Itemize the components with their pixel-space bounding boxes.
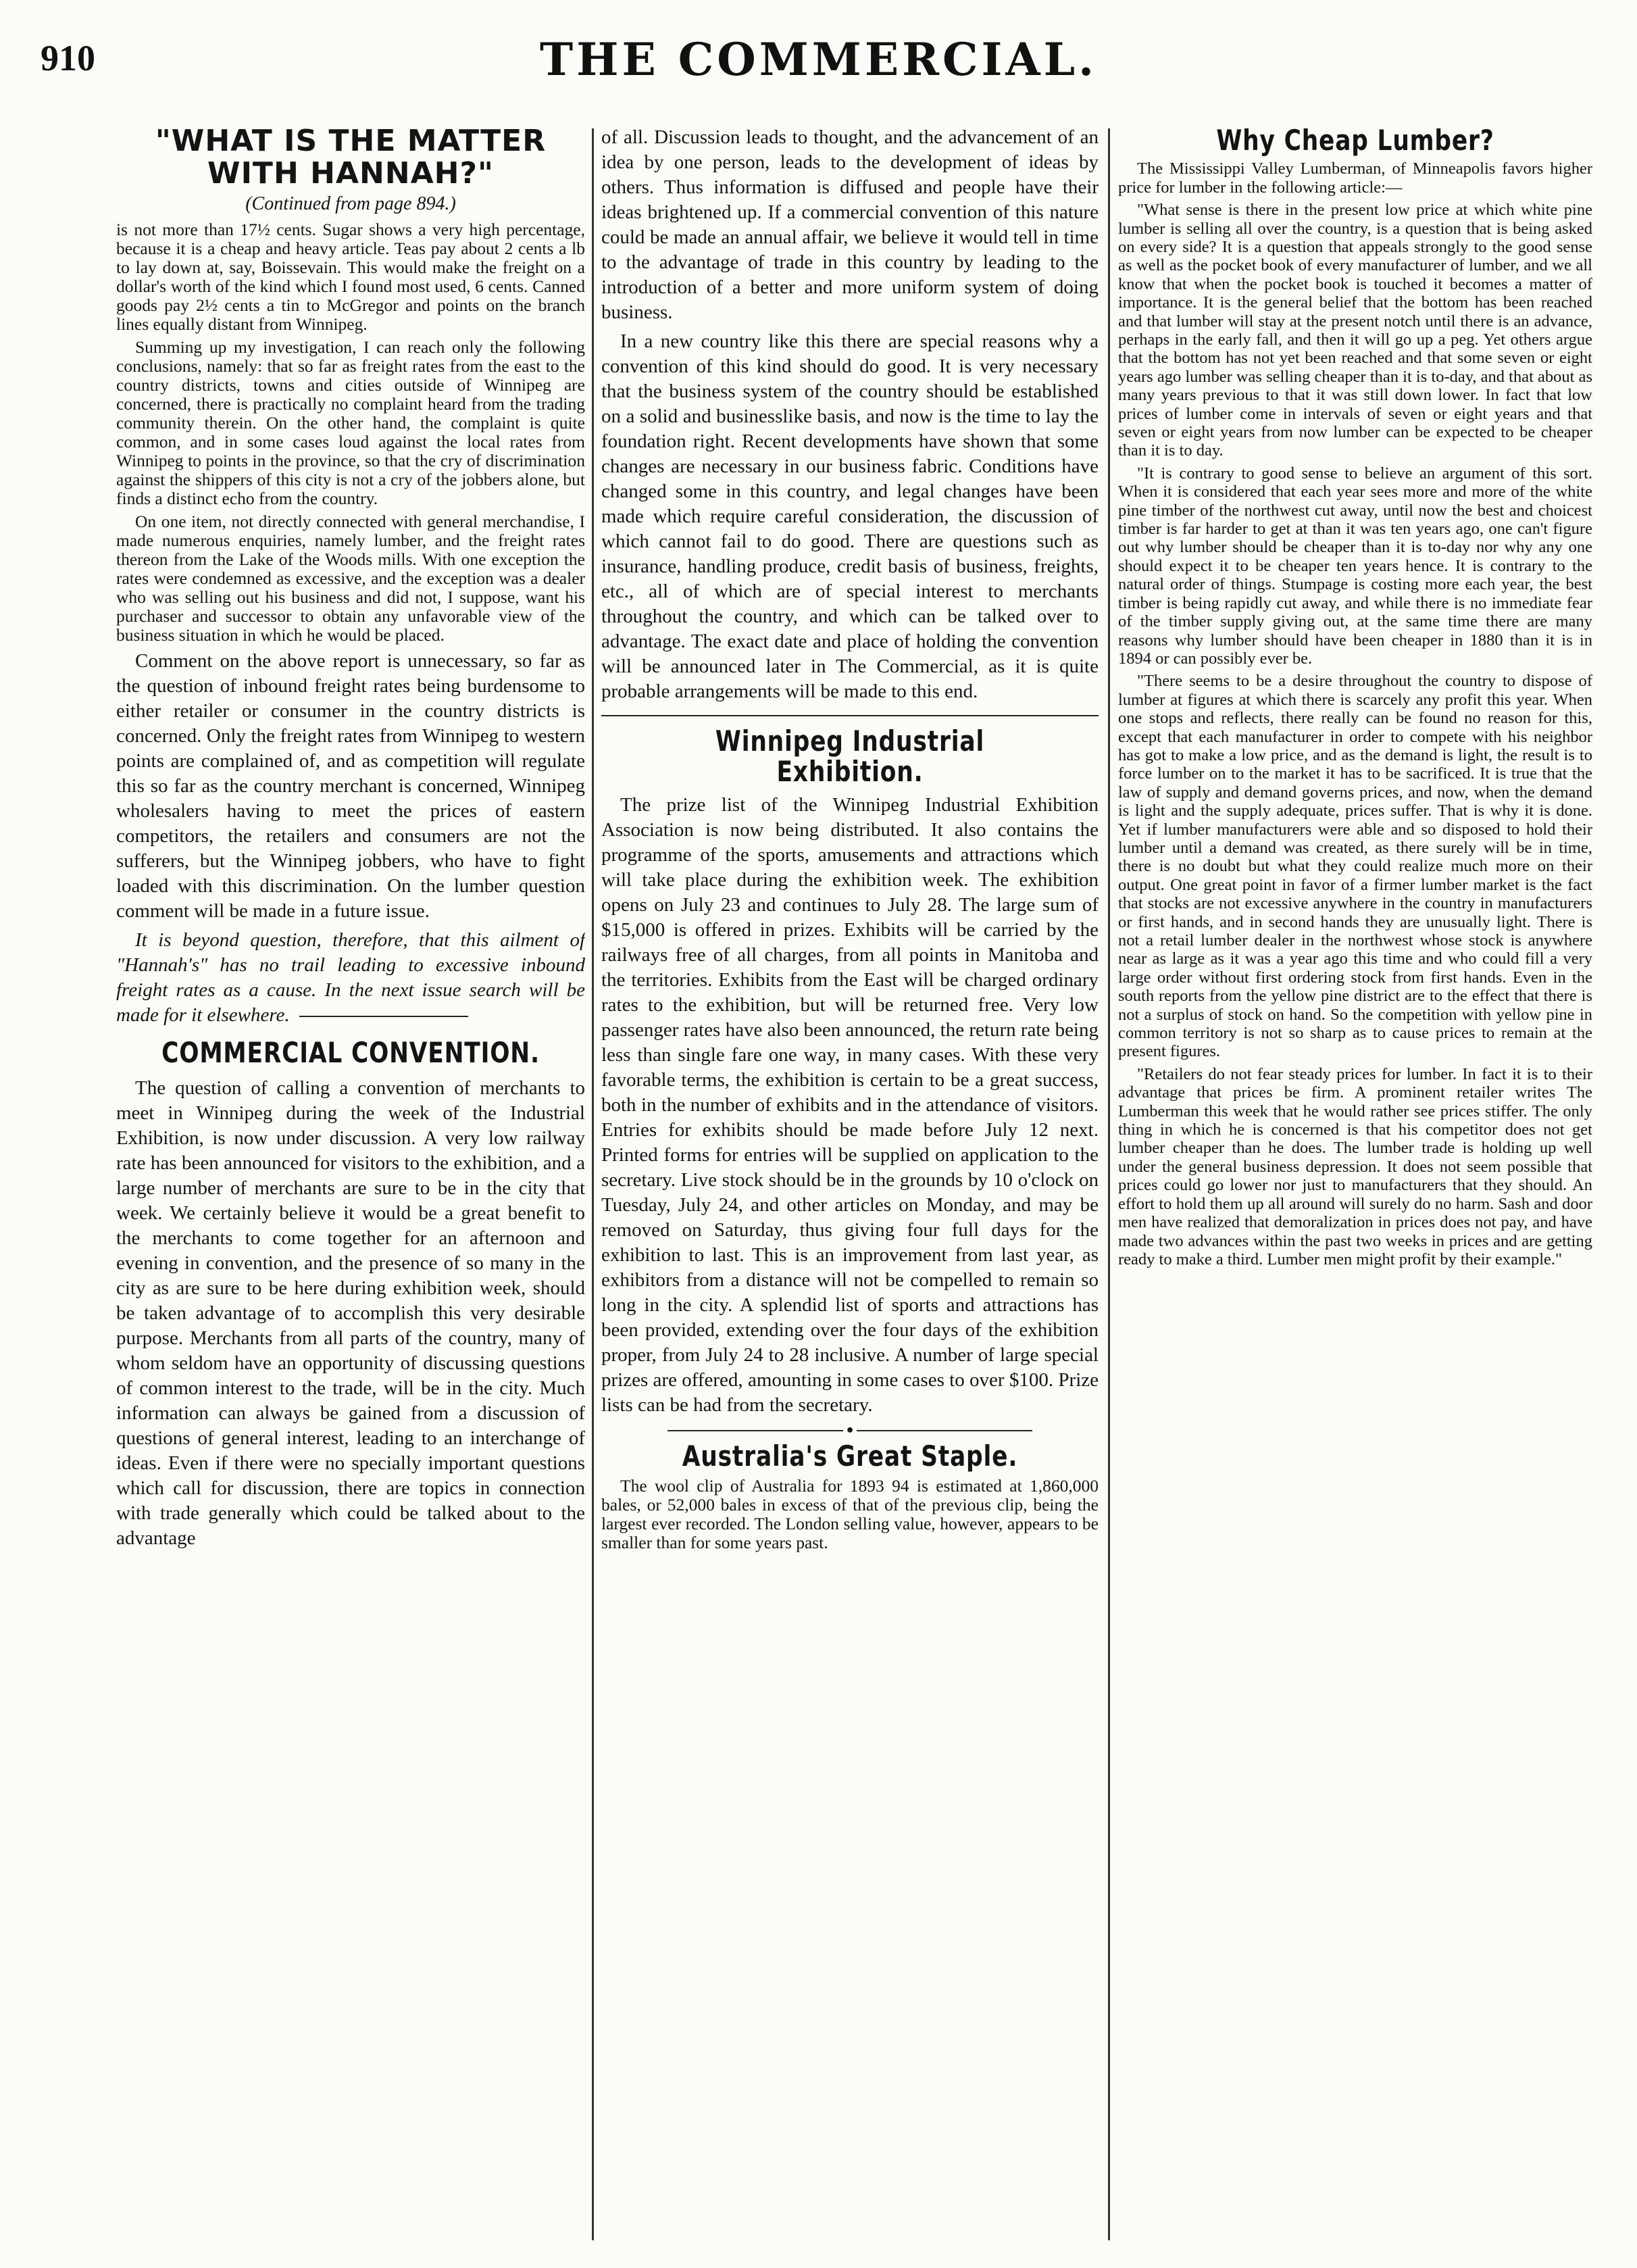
masthead-title: THE COMMERCIAL. — [539, 33, 1098, 86]
column-divider-left — [592, 128, 594, 2240]
section-divider — [601, 715, 1099, 716]
column-divider-right — [1108, 128, 1110, 2240]
article-paragraph: The wool clip of Australia for 1893 94 is estimated at 1,860,000 bales, or 52,000 bales in excess of that of the previous clip, being the largest ever recorded. The London selling value, however, appears to be smaller than for some years past. — [601, 1476, 1099, 1553]
article-paragraph: In a new country like this there are special reasons why a convention of this kind should do good. It is very necessary that the business system of the country should be established on a solid and businesslike basis, and now is the time to lay the foundation right. Recent developments have shown that some changes are necessary in our business fabric. Conditions have changed some in this country, and legal changes have been made which require careful consideration, the discussion of which cannot fail to do good. There are questions such as insurance, handling produce, credit basis of business, freights, etc., all of which are of special interest to merchants throughout the country, and which can be talked over to advantage. The exact date and place of holding the convention will be announced later in The Commercial, as it is quite probable arrangements will be made to this end. — [601, 330, 1099, 702]
article-paragraph: On one item, not directly connected with general merchandise, I made numerous enquiries, namely lumber, and the freight rates thereon from the Lake of the Woods mills. With one exception the rates were condemned as excessive, and the exception was a dealer who was selling out his business and did not, I suppose, want his purchaser and successor to obtain any unfavorable view of the business situation in which he would be placed. — [116, 512, 585, 645]
article-paragraph: "It is contrary to good sense to believe an argument of this sort. When it is considered that each year sees more and more of the white pine timber of the northwest cut away, until now the best and choicest timber is far harder to get at than it was ten years ago, one can't figure out why lumber should be cheaper than it is to-day nor why any one should expect it to be cheaper ten years hence. It is contrary to the natural order of things. Stumpage is costing more each year, the best timber is being rapidly cut away, and while there is no immediate fear of the timber supply giving out, at the same time there are many reasons why lumber should have been cheaper in 1880 than it is in 1894 or can possibly ever be. — [1118, 464, 1592, 668]
article-paragraph: "There seems to be a desire throughout the country to dispose of lumber at figures at which there is scarcely any profit this year. When one stops and reflects, there really can be found no reason for this, except that each manufacturer in order to compete with his neighbor has got to make a low price, and as the demand is light, the result is to force lumber on to the market it has to be sacrificed. It is true that the law of supply and demand governs prices, and now, when the demand is light and the supply adequate, prices suffer. That is why it is done. Yet if lumber manufacturers were able and so disposed to hold their lumber until a demand was created, as there surely will be in time, there is no doubt but what they could realize much more on their output. One great point in favor of a firmer lumber market is the fact that stocks are not excessive anywhere in the country in manufacturers or first hands, and in second hands they are unusually light. There is not a retail lumber dealer in the northwest whose stock is anywhere near as large as it was a year ago this time and who could fill a very large order without first ordering stock from first hands. Even in the south reports from the yellow pine district are to the effect that there is not a surplus of stock on hand. So the competition with yellow pine in common territory is not so sharp as to cause prices to remain at the present figures. — [1118, 672, 1592, 1061]
end-rule — [299, 1016, 468, 1017]
article-title-lumber: Why Cheap Lumber? — [1216, 125, 1494, 157]
page-header — [0, 33, 1637, 98]
article-paragraph: is not more than 17½ cents. Sugar shows a very high percentage, because it is a cheap and heavy article. Teas pay about 2 cents a lb to lay down at, say, Boissevain. This would make the freight on a dollar's worth of the kind which I found most used, 6 cents. Canned goods pay 2½ cents a tin to McGregor and points on the branch lines equally distant from Winnipeg. — [116, 220, 585, 335]
article-title-australia: Australia's Great Staple. — [682, 1439, 1018, 1473]
article-title-hannah: "WHAT IS THE MATTER WITH HANNAH?" — [155, 125, 547, 191]
article-title-convention: COMMERCIAL CONVENTION. — [161, 1036, 540, 1070]
article-paragraph: The prize list of the Winnipeg Industrial Exhibition Association is now being distributed. It also contains the programme of the sports, amusements and attractions which will take place during the exhibition week. The exhibition opens on July 23 and continues to July 28. The large sum of $15,000 is offered in prizes. Exhibits will be carried by the railways free of all charges, from all points in Manitoba and the territories. Exhibits from the East will be charged ordinary rates to the exhibition, but will be returned free. Very low passenger rates have also been announced, the return rate being less than single fare one way, in many cases. With these very favorable terms, the exhibition is certain to be a great success, both in the number of exhibits and in the attendance of visitors. Entries for exhibits should be made before July 12 next. Printed forms for entries will be supplied on application to the secretary. Live stock should be in the grounds by 10 o'clock on Tuesday, July 24, and other articles on Monday, and may be removed on Saturday, thus giving four full days for the exhibition to last. This is an improvement from last year, as exhibitors from a distance will not be compelled to remain so long in the city. A splendid list of sports and attractions has been provided, extending over the four days of the exhibition proper, from July 24 to 28 inclusive. A number of large special prizes are offered, amounting in some cases to over $100. Prize lists can be had from the secretary. — [601, 793, 1099, 1416]
column-3 — [1118, 125, 1592, 2240]
article-paragraph: The Mississippi Valley Lumberman, of Minneapolis favors higher price for lumber in the following article:— — [1118, 159, 1592, 197]
column-2 — [601, 125, 1099, 2240]
continued-note: (Continued from page 894.) — [245, 193, 456, 215]
article-title-exhibition: Winnipeg Industrial Exhibition. — [715, 724, 985, 789]
page-number: 910 — [41, 38, 95, 78]
article-paragraph-italic — [116, 928, 585, 1028]
article-paragraph: "What sense is there in the present low price at which white pine lumber is selling all over the country, is a question that is being asked on every side? It is a question that appeals strongly to the good sense as well as the pocket book of every manufacturer of lumber, and we all know that when the pocket book is touched it becomes a matter of importance. It is the general belief that the bottom has been reached and that lumber will stay at the present notch until there is an advance, perhaps in the early fall, and then it will go up a peg. Yet others argue that the bottom has not yet been reached and that some seven or eight years ago lumber was selling cheaper than it is to-day, and that about as many years previous to that it was still down lower. In fact that low prices of lumber come in intervals of seven or eight years and that seven or eight years from now lumber can be expected to be cheaper than it is to day. — [1118, 201, 1592, 460]
article-text: It is beyond question, therefore, that this ailment of "Hannah's" has no trail leading to excessive inbound freight rates as a cause. In the next issue search will be made for it elsewhere. — [116, 929, 585, 1027]
article-paragraph: of all. Discussion leads to thought, and the advancement of an idea by one person, leads to the development of ideas by others. Thus information is diffused and people have their ideas brightened up. If a commercial convention of this nature could be made an annual affair, we believe it would tell in time to the advantage of trade in this country by leading to the introduction of a better and more uniform system of doing business. — [601, 126, 1099, 323]
article-paragraph: The question of calling a convention of merchants to meet in Winnipeg during the week of the Industrial Exhibition, is now under discussion. A very low railway rate has been announced for visitors to the exhibition, and a large number of merchants are sure to be in the city that week. We certainly believe it would be a great benefit to the merchants to come together for an afternoon and evening in convention, and the presence of so many in the city as are sure to be here during exhibition week, should be taken advantage of to accomplish this very desirable purpose. Merchants from all parts of the country, many of whom seldom have an opportunity of discussing questions of common interest to the trade, will be in the city. Much information can always be gained from a discussion of questions of general interest, leading to an interchange of ideas. Even if there were no specially important questions which call for discussion, there are topics in connection with trade generally which could be talked about to the advantage — [116, 1077, 585, 1550]
article-paragraph: "Retailers do not fear steady prices for lumber. In fact it is to their advantage that prices be firm. A prominent retailer writes The Lumberman this week that he would rather see prices stiffer. The only thing in which he is concerned is that his competitor does not get lumber cheaper than he does. The lumber trade is holding up well under the general business depression. It does not seem possible that prices could go lower nor just to manufacturers that they should. An effort to hold them up all around will surely do no harm. Sash and door men have realized that demoralization in prices does not pay, and have made two advances within the past two weeks in prices and are getting ready to make a third. Lumber men might profit by their example." — [1118, 1064, 1592, 1268]
article-paragraph: Summing up my investigation, I can reach only the following conclusions, namely: that so far as freight rates from the east to the country districts, towns and cities outside of Winnipeg are concerned, there is practically no complaint heard from the trading community therein. On the other hand, the complaint is quite common, and in some cases loud against the local rates from Winnipeg to points in the province, so that the cry of discrimination against the shippers of this city is not a cry of the jobbers alone, but finds a distinct echo from the country. — [116, 337, 585, 509]
dot-divider: ● — [601, 1425, 1099, 1434]
column-1 — [116, 125, 585, 2240]
article-paragraph: Comment on the above report is unnecessary, so far as the question of inbound freight rates being burdensome to either retailer or consumer in the country districts is concerned. Only the freight rates from Winnipeg to western points are complained of, and as competition will regulate this so far as the country merchant is concerned, Winnipeg wholesalers having to meet the prices of eastern competitors, the retailers and consumers are not the sufferers, but the Winnipeg jobbers, who have to fight loaded with this discrimination. On the lumber question comment will be made in a future issue. — [116, 650, 585, 922]
